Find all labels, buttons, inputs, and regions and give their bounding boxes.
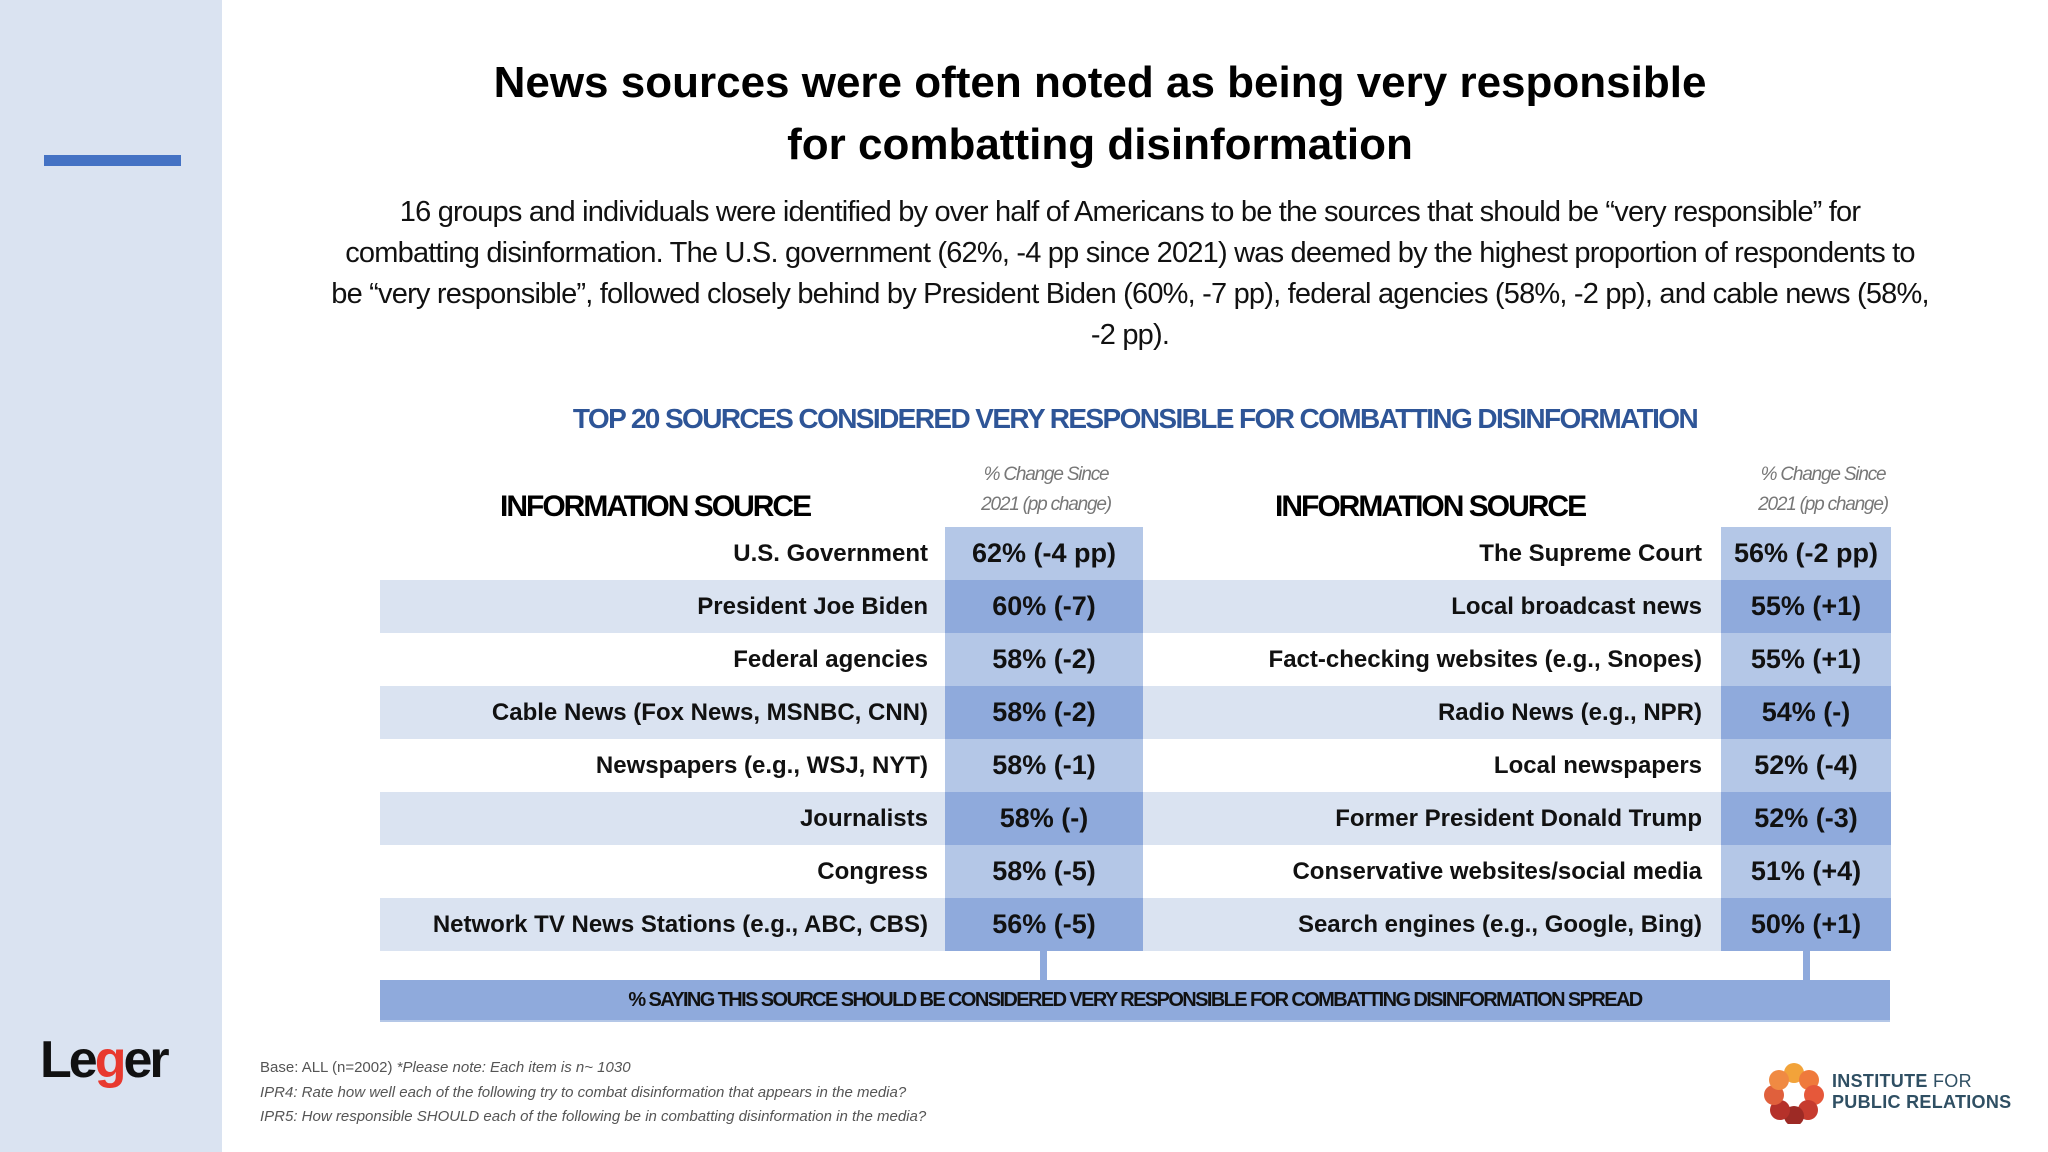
left-change-header — [946, 460, 1146, 520]
table-row-value: 58% (-2) — [945, 686, 1143, 739]
table-row-value: 58% (-) — [945, 792, 1143, 845]
table-row-label: U.S. Government — [733, 539, 928, 567]
leger-logo-g: g — [94, 1031, 124, 1089]
table-row-label: Newspapers (e.g., WSJ, NYT) — [595, 751, 928, 779]
table-row-label: The Supreme Court — [1479, 539, 1702, 567]
title-line-1: News sources were often noted as being very responsible — [493, 58, 1707, 107]
right-value-column — [1721, 527, 1891, 951]
change-header-line-1: % Change Since — [983, 464, 1109, 485]
table-row-label: Search engines (e.g., Google, Bing) — [1297, 910, 1702, 938]
right-connector-line — [1803, 951, 1810, 980]
leger-logo-text: Le — [40, 1031, 95, 1089]
left-column-header: INFORMATION SOURCE — [500, 490, 811, 523]
table-row-label: Radio News (e.g., NPR) — [1437, 698, 1702, 726]
table-row-value: 58% (-2) — [945, 633, 1143, 686]
left-value-column — [945, 527, 1143, 951]
sample-note: *Please note: Each item is n~ 1030 — [396, 1059, 631, 1076]
table-row-label: Local newspapers — [1493, 751, 1702, 779]
table-row-value: 56% (-2 pp) — [1721, 527, 1891, 580]
table-row-value: 52% (-3) — [1721, 792, 1891, 845]
table-row-value: 54% (-) — [1721, 686, 1891, 739]
right-change-header — [1723, 460, 1923, 520]
table-row-label: Journalists — [799, 804, 928, 832]
table-row-value: 50% (+1) — [1721, 898, 1891, 951]
title-line-2: for combatting disinformation — [787, 120, 1413, 169]
table-row-label: Federal agencies — [733, 645, 928, 673]
table-row-value: 55% (+1) — [1721, 580, 1891, 633]
table-row-value: 58% (-5) — [945, 845, 1143, 898]
right-source-column — [1150, 527, 1702, 951]
table-row-label: Fact-checking websites (e.g., Snopes) — [1268, 645, 1702, 673]
page-title — [300, 52, 1900, 176]
right-column-header: INFORMATION SOURCE — [1275, 490, 1586, 523]
table-row-label: Network TV News Stations (e.g., ABC, CBS) — [432, 910, 928, 938]
change-header-line-2: 2021 (pp change) — [981, 494, 1111, 515]
table-row-label: Conservative websites/social media — [1292, 857, 1702, 885]
left-source-column — [380, 527, 928, 951]
table-row-value: 62% (-4 pp) — [945, 527, 1143, 580]
question-ipr5: IPR5: How responsible SHOULD each of the following be in combatting disinformation in the media? — [260, 1108, 927, 1125]
table-row-value: 56% (-5) — [945, 898, 1143, 951]
table-title: TOP 20 SOURCES CONSIDERED VERY RESPONSIBLE FOR COMBATTING DISINFORMATION — [572, 403, 1698, 434]
ipr-word-institute: INSTITUTE — [1832, 1071, 1928, 1091]
change-header-line-2: 2021 (pp change) — [1758, 494, 1888, 515]
question-ipr4: IPR4: Rate how well each of the following try to combat disinformation that appears in the media? — [260, 1083, 907, 1101]
leger-logo-text-end: er — [123, 1031, 167, 1089]
table-footer-label: % SAYING THIS SOURCE SHOULD BE CONSIDERED VERY RESPONSIBLE FOR COMBATTING DISINFORMATION SPREAD — [380, 980, 1890, 1022]
sidebar-panel — [0, 0, 222, 1152]
ipr-logo — [1764, 1062, 2034, 1126]
table-row-value: 58% (-1) — [945, 739, 1143, 792]
ipr-logo-text — [1832, 1071, 2011, 1113]
accent-bar — [44, 155, 181, 166]
table-row-label: Local broadcast news — [1451, 592, 1702, 620]
leger-logo — [40, 1030, 190, 1110]
table-row-label: President Joe Biden — [697, 592, 928, 620]
footnotes — [260, 1056, 926, 1130]
ipr-word-public-relations: PUBLIC RELATIONS — [1832, 1092, 2012, 1112]
table-row-label: Former President Donald Trump — [1335, 804, 1702, 832]
table-row-value: 52% (-4) — [1721, 739, 1891, 792]
left-connector-line — [1040, 951, 1047, 980]
table-row-value: 55% (+1) — [1721, 633, 1891, 686]
ipr-flower-icon — [1764, 1062, 1824, 1124]
change-header-line-1: % Change Since — [1760, 464, 1886, 485]
summary-paragraph: 16 groups and individuals were identified by over half of Americans to be the sources that should be “very responsible” for combatting disinformation. The U.S. government (62%, -4 pp since 2021) was deemed by the highest proportion of respondents to be “very responsible”, followed closely behind by President Biden (60%, -7 pp), federal agencies (58%, -2 pp), and cable news (58%, -2 pp). — [331, 196, 1929, 351]
table-row-value: 51% (+4) — [1721, 845, 1891, 898]
table-row-label: Congress — [817, 857, 928, 885]
base-note: Base: ALL (n=2002) — [260, 1059, 397, 1076]
ipr-word-for: FOR — [1927, 1071, 1972, 1091]
table-row-value: 60% (-7) — [945, 580, 1143, 633]
table-row-label: Cable News (Fox News, MSNBC, CNN) — [491, 698, 928, 726]
